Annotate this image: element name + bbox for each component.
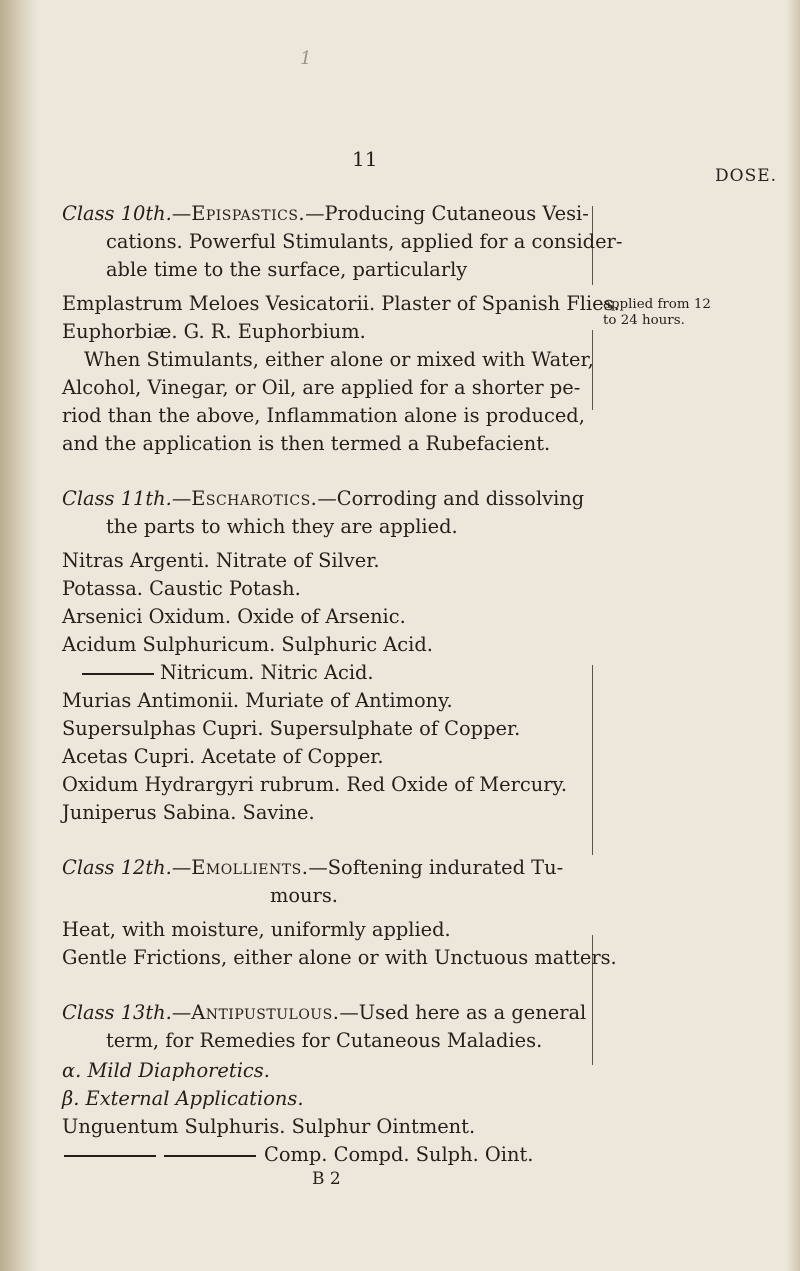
- subheading-alpha: α. Mild Diaphoretics.: [62, 1059, 270, 1082]
- remedy-item: Comp. Compd. Sulph. Oint.: [62, 1141, 596, 1169]
- page-binding-edge: [0, 0, 38, 1271]
- remedy-item: Acetas Cupri. Acetate of Copper.: [62, 745, 384, 768]
- remedy-item: Euphorbiæ. G. R. Euphorbium.: [62, 320, 366, 343]
- signature-mark: B 2: [312, 1169, 341, 1189]
- page-number: 11: [352, 147, 378, 171]
- remedy-item: Murias Antimonii. Muriate of Antimony.: [62, 689, 453, 712]
- page-right-edge: [786, 0, 800, 1271]
- dose-note-class10: applied from 12 to 24 hours.: [603, 297, 711, 328]
- class-heading-12: Class 12th.—Emollients.—Softening indurated Tu-: [62, 856, 564, 879]
- dose-column-header: DOSE.: [715, 166, 778, 186]
- ditto-dash: [164, 1155, 256, 1157]
- remedy-item: Gentle Frictions, either alone or with Unctuous matters.: [62, 946, 617, 969]
- remedy-item: Potassa. Caustic Potash.: [62, 577, 301, 600]
- remedy-item: Acidum Sulphuricum. Sulphuric Acid.: [62, 633, 433, 656]
- ditto-dash: [82, 673, 154, 675]
- class-description: term, for Remedies for Cutaneous Maladies.: [106, 1029, 543, 1052]
- remedy-item: Unguentum Sulphuris. Sulphur Ointment.: [62, 1115, 476, 1138]
- class-description: able time to the surface, particularly: [106, 258, 468, 281]
- note-line: Alcohol, Vinegar, or Oil, are applied for a shorter pe-: [62, 376, 581, 399]
- remedy-item: Nitras Argenti. Nitrate of Silver.: [62, 549, 380, 572]
- ditto-dash: [64, 1155, 156, 1157]
- note-line: riod than the above, Inflammation alone is produced,: [62, 404, 585, 427]
- class-description: mours.: [270, 884, 338, 907]
- class-description: cations. Powerful Stimulants, applied for a consider-: [106, 230, 623, 253]
- pencil-mark: 1: [300, 48, 312, 69]
- remedy-item: Heat, with moisture, uniformly applied.: [62, 918, 451, 941]
- main-text: [62, 200, 623, 1189]
- note-line: and the application is then termed a Rubefacient.: [62, 432, 551, 455]
- note-line: When Stimulants, either alone or mixed with Water,: [84, 348, 594, 371]
- class-heading-11: Class 11th.—Escharotics.—Corroding and dissolving: [62, 487, 585, 510]
- class-heading-10: Class 10th.—Epispastics.—Producing Cutaneous Vesi-: [62, 202, 589, 225]
- class-heading-13: Class 13th.—Antipustulous.—Used here as a general: [62, 1001, 587, 1024]
- remedy-item: Oxidum Hydrargyri rubrum. Red Oxide of Mercury.: [62, 773, 568, 796]
- remedy-item: Nitricum. Nitric Acid.: [62, 659, 596, 687]
- class-description: the parts to which they are applied.: [106, 515, 458, 538]
- remedy-item: Emplastrum Meloes Vesicatorii. Plaster of Spanish Flies.: [62, 292, 620, 315]
- subheading-beta: β. External Applications.: [62, 1087, 304, 1110]
- remedy-item: Juniperus Sabina. Savine.: [62, 801, 315, 824]
- remedy-item: Arsenici Oxidum. Oxide of Arsenic.: [62, 605, 406, 628]
- remedy-item: Supersulphas Cupri. Supersulphate of Copper.: [62, 717, 521, 740]
